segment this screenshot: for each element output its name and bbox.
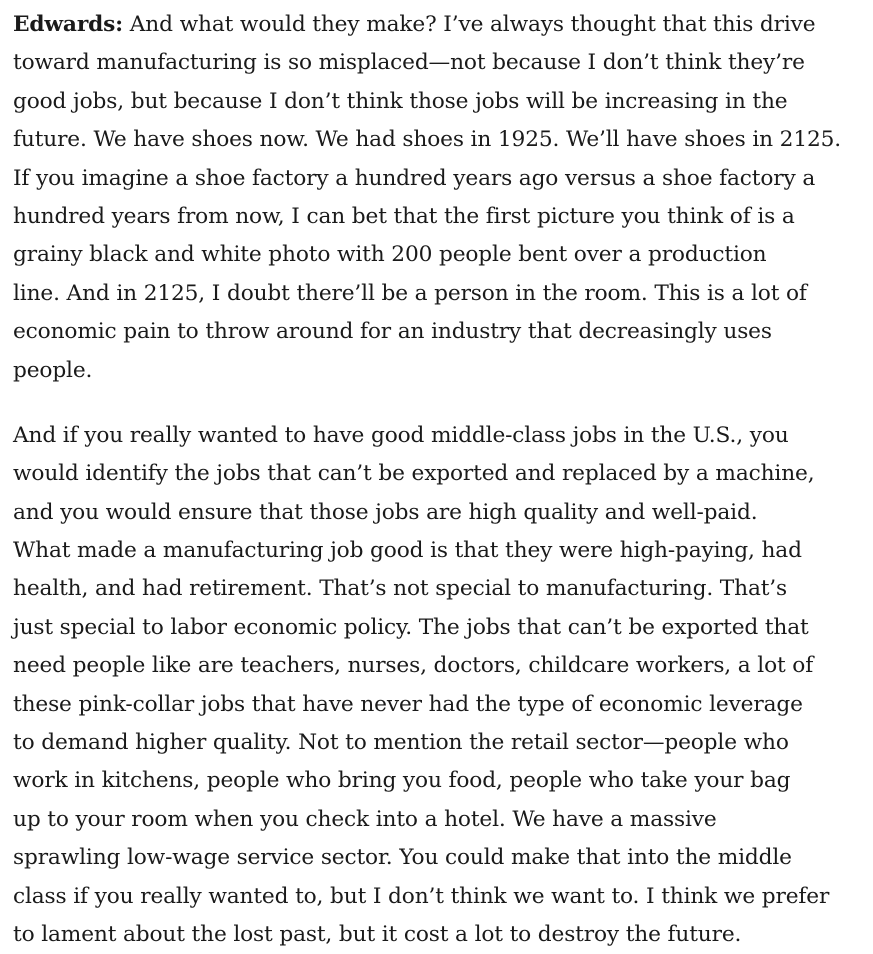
speaker-name: Edwards:: [13, 12, 124, 37]
text-line: up to your room when you check into a hotel. We have a massive: [13, 806, 717, 832]
text-line: What made a manufacturing job good is that they were high-paying, had: [13, 538, 802, 564]
text-line-content: And what would they make? I’ve always thought that this drive: [123, 12, 816, 37]
article-body: [13, 6, 865, 954]
text-line: line. And in 2125, I doubt there’ll be a person in the room. This is a lot of: [13, 280, 807, 306]
text-line: If you imagine a shoe factory a hundred years ago versus a shoe factory a: [13, 165, 816, 191]
text-line: toward manufacturing is so misplaced—not because I don’t think they’re: [13, 50, 805, 76]
text-line: people.: [13, 357, 93, 383]
text-line: to demand higher quality. Not to mention the retail sector—people who: [13, 730, 789, 756]
text-line: good jobs, but because I don’t think those jobs will be increasing in the: [13, 88, 788, 114]
text-line: economic pain to throw around for an industry that decreasingly uses: [13, 319, 772, 345]
text-line: need people like are teachers, nurses, doctors, childcare workers, a lot of: [13, 653, 814, 679]
text-line: work in kitchens, people who bring you food, people who take your bag: [13, 768, 791, 794]
text-line: would identify the jobs that can’t be exported and replaced by a machine,: [13, 461, 815, 487]
text-line: and you would ensure that those jobs are high quality and well-paid.: [13, 499, 758, 525]
text-line: future. We have shoes now. We had shoes in 1925. We’ll have shoes in 2125.: [13, 127, 842, 153]
text-line: to lament about the lost past, but it cost a lot to destroy the future.: [13, 921, 742, 947]
text-line: [13, 6, 865, 44]
text-line: grainy black and white photo with 200 people bent over a production: [13, 242, 767, 268]
text-line: sprawling low-wage service sector. You could make that into the middle: [13, 845, 792, 871]
paragraph-2: [13, 417, 865, 954]
text-line: hundred years from now, I can bet that the first picture you think of is a: [13, 203, 795, 229]
text-line: just special to labor economic policy. The jobs that can’t be exported that: [13, 614, 809, 640]
text-line: And if you really wanted to have good middle-class jobs in the U.S., you: [13, 422, 789, 448]
text-line: health, and had retirement. That’s not special to manufacturing. That’s: [13, 576, 788, 602]
text-line: these pink-collar jobs that have never had the type of economic leverage: [13, 691, 803, 717]
paragraph-1: [13, 6, 865, 390]
text-line: class if you really wanted to, but I don’t think we want to. I think we prefer: [13, 883, 830, 909]
